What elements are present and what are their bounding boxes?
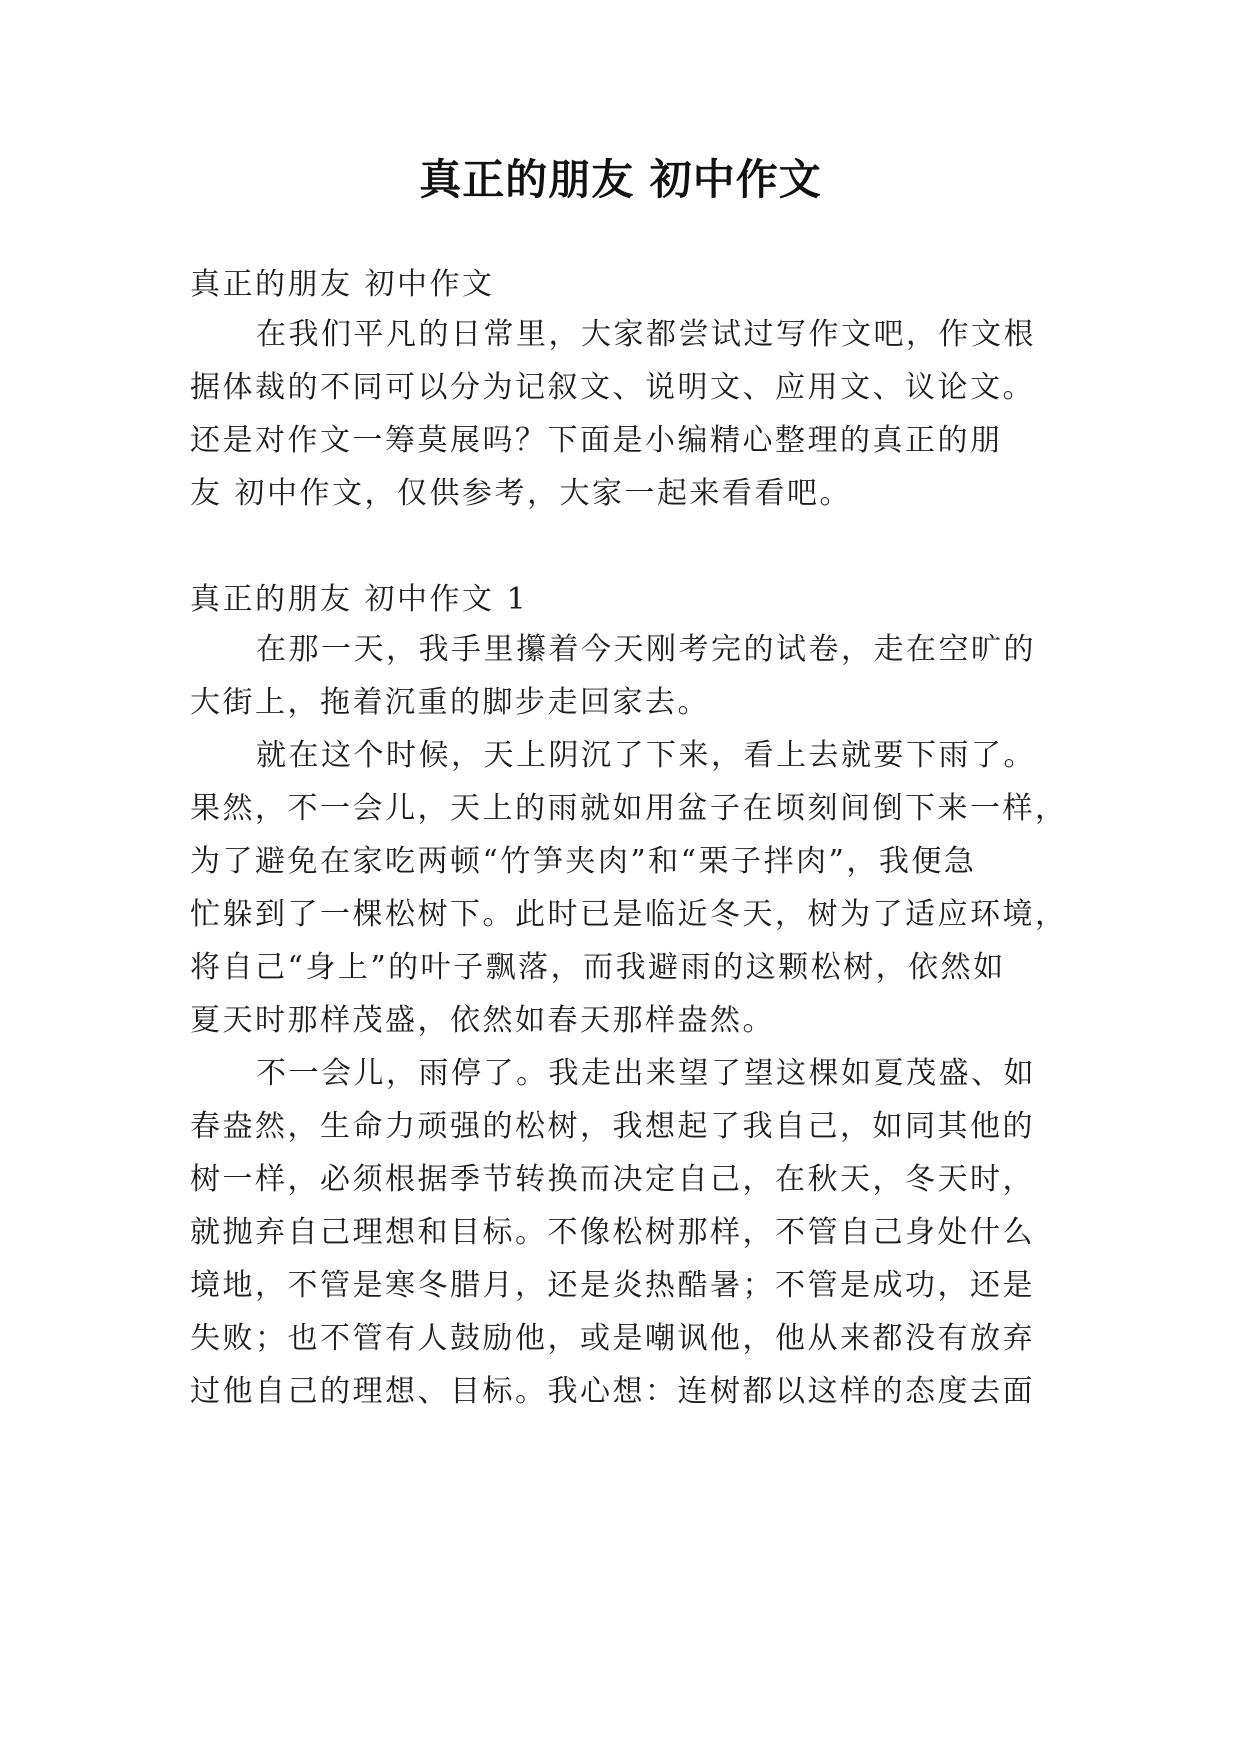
text-line: 在那一天，我手里攥着今天刚考完的试卷，走在空旷的 [256, 632, 1036, 667]
text-line: 过他自己的理想、目标。我心想：连树都以这样的态度去面 [190, 1374, 1035, 1409]
text-line: 忙躲到了一棵松树下。此时已是临近冬天，树为了适应环境， [190, 897, 1068, 932]
text-line: 在我们平凡的日常里，大家都尝试过写作文吧，作文根 [256, 317, 1036, 352]
document-title: 真正的朋友 初中作文 [419, 155, 822, 204]
text-line: 不一会儿，雨停了。我走出来望了望这棵如夏茂盛、如 [256, 1056, 1036, 1091]
text-line: 就抛弃自己理想和目标。不像松树那样，不管自己身处什么 [190, 1215, 1035, 1250]
text-line: 还是对作文一筹莫展吗？下面是小编精心整理的真正的朋 [190, 423, 1003, 458]
text-line: 将自己“身上”的叶子飘落，而我避雨的这颗松树，依然如 [190, 950, 1006, 985]
section-heading: 真正的朋友 初中作文 1 [190, 582, 529, 617]
text-line: 夏天时那样茂盛，依然如春天那样盎然。 [190, 1003, 775, 1038]
text-line: 树一样，必须根据季节转换而决定自己，在秋天，冬天时， [190, 1162, 1035, 1197]
text-line: 果然，不一会儿，天上的雨就如用盆子在顷刻间倒下来一样， [190, 791, 1068, 826]
text-line: 据体裁的不同可以分为记叙文、说明文、应用文、议论文。 [190, 370, 1035, 405]
text-line: 春盎然，生命力顽强的松树，我想起了我自己，如同其他的 [190, 1109, 1035, 1144]
text-line: 境地，不管是寒冬腊月，还是炎热酷暑；不管是成功，还是 [190, 1268, 1035, 1303]
text-line: 为了避免在家吃两顿“竹笋夹肉”和“栗子拌肉”，我便急 [190, 844, 977, 879]
intro-heading: 真正的朋友 初中作文 [190, 267, 495, 302]
text-line: 失败；也不管有人鼓励他，或是嘲讽他，他从来都没有放弃 [190, 1321, 1035, 1356]
text-line: 就在这个时候，天上阴沉了下来，看上去就要下雨了。 [256, 738, 1036, 773]
text-line: 大街上，拖着沉重的脚步走回家去。 [190, 685, 710, 720]
text-line: 友 初中作文，仅供参考，大家一起来看看吧。 [190, 476, 853, 511]
